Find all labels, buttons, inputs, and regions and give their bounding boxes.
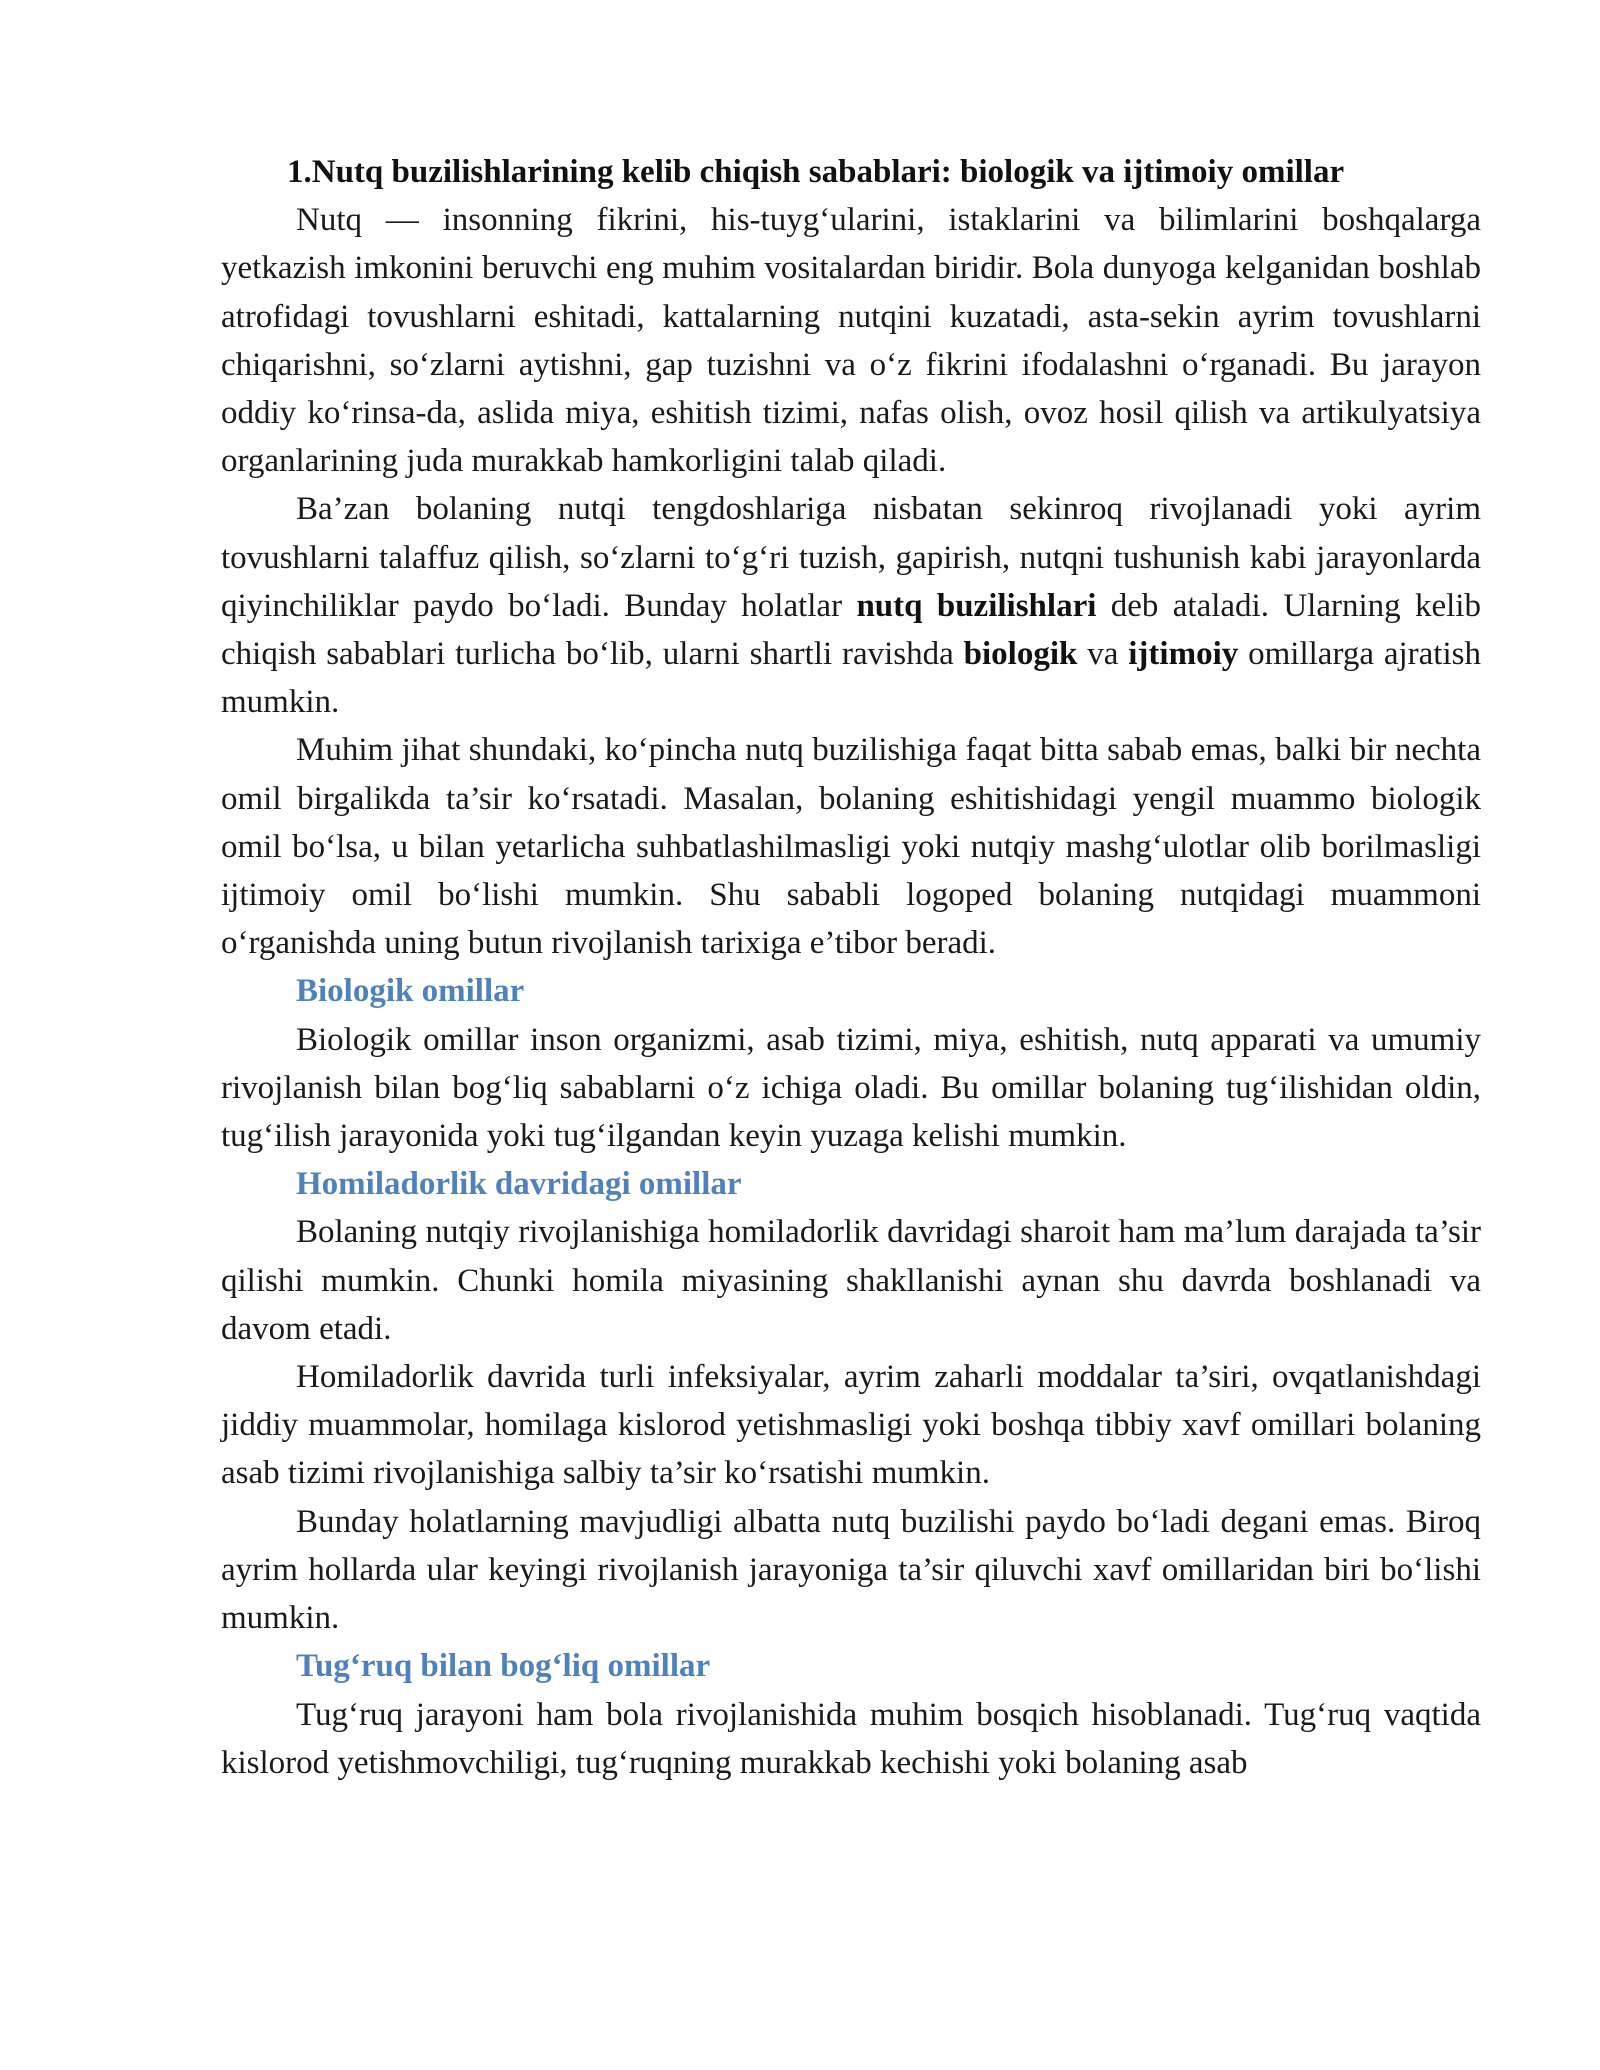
paragraph-biological: Biologik omillar inson organizmi, asab tizimi, miya, eshitish, nutq apparati va umumiy rivojlanish bilan bog‘liq sabablarni o‘z ichiga oladi. Bu omillar bolaning tug‘ilishidan oldin, tug‘ilish jarayonida yoki tug‘ilgandan keyin yuzaga kelishi mumkin.	[221, 1021, 1481, 1155]
paragraph-pregnancy-2: Homiladorlik davrida turli infeksiyalar, ayrim zaharli moddalar ta’siri, ovqatlanishdagi jiddiy muammolar, homilaga kislorod yetishmasligi yoki boshqa tibbiy xavf omillari bolaning asab tizimi rivojlanishiga salbiy ta’sir ko‘rsatishi mumkin.	[221, 1359, 1481, 1492]
paragraph-2-part-4: omillarga ajratish mumkin.	[221, 636, 1481, 721]
paragraph-birth: Tug‘ruq jarayoni ham bola rivojlanishida muhim bosqich hisoblanadi. Tug‘ruq vaqtida kislorod yetishmovchiligi, tug‘ruqning murakkab kechishi yoki bolaning asab	[221, 1696, 1481, 1781]
paragraph-2-part-2: deb ataladi. Ularning kelib chiqish sabablari turlicha bo‘lib, ularni shartli ravishda	[221, 587, 1481, 673]
heading-birth-factors: Tug‘ruq bilan bog‘liq omillar	[296, 1648, 711, 1685]
heading-pregnancy-factors: Homiladorlik davridagi omillar	[296, 1166, 742, 1203]
document-title: 1.Nutq buzilishlarining kelib chiqish sabablari: biologik va ijtimoiy omillar	[287, 154, 1345, 190]
paragraph-2-part-3: va	[1077, 636, 1129, 673]
paragraph-speech-disorders	[221, 485, 1481, 726]
bold-term-speech-disorders: nutq buzilishlari	[856, 587, 1097, 624]
bold-term-biological: biologik	[963, 636, 1078, 673]
paragraph-pregnancy-1: Bolaning nutqiy rivojlanishiga homiladorlik davridagi sharoit ham ma’lum darajada ta’sir qilishi mumkin. Chunki homila miyasining shakllanishi aynan shu davrda boshlanadi va davom etadi.	[221, 1214, 1481, 1347]
paragraph-2-part-1: Ba’zan bolaning nutqi tengdoshlariga nisbatan sekinroq rivojlanadi yoki ayrim tovushlarni talaffuz qilish, so‘zlarni to‘g‘ri tuzish, gapirish, nutqni tushunish kabi jarayonlarda qiyinchiliklar paydo bo‘ladi. Bunday holatlar	[221, 491, 1481, 624]
bold-term-social: ijtimoiy	[1128, 636, 1239, 673]
paragraph-multiple-factors: Muhim jihat shundaki, ko‘pincha nutq buzilishiga faqat bitta sabab emas, balki bir nechta omil birgalikda ta’sir ko‘rsatadi. Masalan, bolaning eshitishidagi yengil muammo biologik omil bo‘lsa, u bilan yetarlicha suhbatlashilmasligi yoki nutqiy mashg‘ulotlar olib borilmasligi ijtimoiy omil bo‘lishi mumkin. Shu sababli logoped bolaning nutqidagi muammoni o‘rganishda uning butun rivojlanish tarixiga e’tibor beradi.	[221, 732, 1481, 962]
document-page	[221, 148, 1481, 1787]
paragraph-pregnancy-3: Bunday holatlarning mavjudligi albatta nutq buzilishi paydo bo‘ladi degani emas. Biroq ayrim hollarda ular keyingi rivojlanish jarayoniga ta’sir qiluvchi xavf omillaridan biri bo‘lishi mumkin.	[221, 1503, 1481, 1637]
paragraph-intro: Nutq — insonning fikrini, his-tuyg‘ularini, istaklarini va bilimlarini boshqalarga yetkazish imkonini beruvchi eng muhim vositalardan biridir. Bola dunyoga kelganidan boshlab atrofidagi tovushlarni eshitadi, kattalarning nutqini kuzatadi, asta-sekin ayrim tovushlarni chiqarishni, so‘zlarni aytishni, gap tuzishni va o‘z fikrini ifodalashni o‘rganadi. Bu jarayon oddiy ko‘rinsa-da, aslida miya, eshitish tizimi, nafas olish, ovoz hosil qilish va artikulyatsiya organlarining juda murakkab hamkorligini talab qiladi.	[221, 202, 1481, 480]
heading-biological-factors: Biologik omillar	[296, 973, 525, 1010]
